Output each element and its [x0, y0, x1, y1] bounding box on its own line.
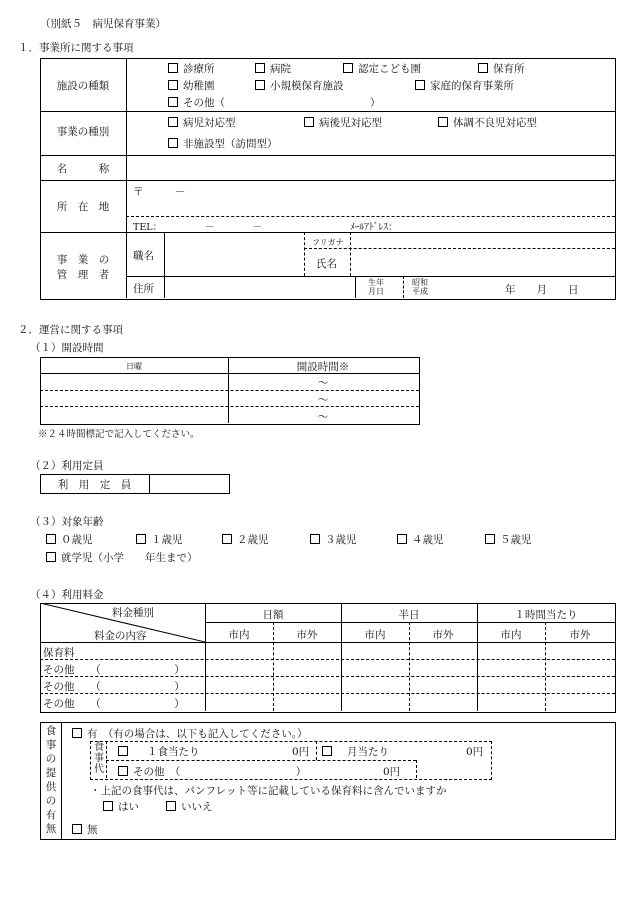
no-label: いいえ	[181, 801, 213, 813]
meal-question: ・上記の食事代は、パンフレット等に記載している保育料に含んでいますか	[90, 785, 447, 797]
age-checkbox[interactable]	[136, 534, 146, 544]
fee-row: その他 （ ）	[43, 681, 185, 693]
fee-type: 料金種別	[112, 607, 154, 619]
no-checkbox[interactable]	[166, 801, 176, 811]
facility-opt-kindergarten: 幼稚園	[183, 80, 215, 92]
meal-side-char: 提	[45, 767, 57, 779]
col-in: 市内	[500, 629, 522, 641]
furigana-label: フリガナ	[312, 238, 344, 247]
col-half: 半日	[398, 609, 420, 621]
per-meal-checkbox[interactable]	[118, 746, 128, 756]
age-heading: （３）対象年齢	[30, 516, 104, 528]
per-month-checkbox[interactable]	[322, 746, 332, 756]
business-opt-post: 病後児対応型	[319, 117, 382, 129]
age-school: 就学児（小学 年生まで）	[61, 552, 198, 564]
age-checkbox[interactable]	[310, 534, 320, 544]
col-out: 市外	[296, 629, 318, 641]
addr2-label: 住所	[133, 283, 154, 295]
age-2: ２歳児	[237, 534, 269, 546]
birth-label: 生年 月日	[368, 278, 384, 296]
age-3: ３歳児	[325, 534, 357, 546]
facility-opt-small: 小規模保育施設	[270, 80, 344, 92]
meal-side-char: 有	[45, 809, 57, 821]
facility-opt-hospital: 病院	[270, 63, 291, 75]
age-5: ５歳児	[500, 534, 532, 546]
facility-opt-home: 家庭的保育事業所	[430, 80, 514, 92]
meal-no-checkbox[interactable]	[72, 824, 82, 834]
facility-checkbox[interactable]	[168, 63, 178, 73]
facility-label: 施設の種類	[56, 80, 110, 92]
tel: TEL： － －	[133, 222, 262, 233]
business-opt-sick: 病児対応型	[183, 117, 236, 129]
capacity-label: 利 用 定 員	[57, 479, 132, 491]
doc-header: （別紙５ 病児保育事業）	[40, 18, 166, 30]
fee-content: 料金の内容	[94, 630, 147, 642]
business-checkbox[interactable]	[438, 117, 448, 127]
meal-side-char: 無	[45, 823, 57, 835]
col-out: 市外	[569, 629, 591, 641]
section2-title: ２．運営に関する事項	[18, 324, 123, 336]
section1-title: １．事業所に関する事項	[18, 42, 134, 54]
business-checkbox[interactable]	[168, 138, 178, 148]
col-out: 市外	[432, 629, 454, 641]
col-hourly: １時間当たり	[514, 609, 578, 621]
meal-side-char: の	[45, 795, 57, 807]
per-meal-value: 0円	[292, 746, 310, 758]
meal-other-value: 0円	[383, 766, 401, 778]
age-checkbox[interactable]	[485, 534, 495, 544]
facility-checkbox[interactable]	[168, 80, 178, 90]
name2-label: 氏名	[316, 258, 337, 270]
age-checkbox[interactable]	[46, 552, 56, 562]
tilde: ～	[317, 411, 329, 423]
facility-opt-clinic: 診療所	[183, 63, 215, 75]
meal-cost-char: 事	[94, 753, 104, 764]
meal-side-char: 食	[45, 725, 57, 737]
age-checkbox[interactable]	[46, 534, 56, 544]
per-month-value: 0円	[466, 746, 484, 758]
fee-row: その他 （ ）	[43, 698, 185, 710]
hours-heading: （１）開設時間	[30, 342, 104, 354]
yes-label: はい	[118, 801, 139, 813]
meal-yes-checkbox[interactable]	[72, 728, 82, 738]
facility-checkbox[interactable]	[343, 63, 353, 73]
per-month-label: 月当たり	[347, 746, 389, 758]
facility-checkbox[interactable]	[415, 80, 425, 90]
age-1: １歳児	[151, 534, 183, 546]
meal-other-label: その他 （ ）	[133, 766, 307, 778]
facility-checkbox[interactable]	[478, 63, 488, 73]
tilde: ～	[317, 377, 329, 389]
yes-checkbox[interactable]	[103, 801, 113, 811]
era-label: 昭和 平成	[412, 278, 428, 296]
col-daily: 日額	[262, 609, 284, 621]
col-in: 市内	[364, 629, 386, 641]
business-checkbox[interactable]	[304, 117, 314, 127]
business-opt-visit: 非施設型（訪問型）	[183, 138, 278, 150]
meal-cost-char: 食	[94, 742, 104, 753]
facility-checkbox[interactable]	[255, 80, 265, 90]
per-meal-label: １食当たり	[147, 746, 200, 758]
facility-checkbox[interactable]	[168, 97, 178, 107]
mail: ﾒｰﾙｱﾄﾞﾚｽ：	[350, 222, 398, 233]
meal-side-char: の	[45, 753, 57, 765]
fee-row: 保育料	[43, 647, 75, 659]
meal-side-char: 供	[45, 781, 57, 793]
fee-heading: （４）利用料金	[30, 589, 104, 601]
job-label: 職名	[133, 250, 154, 262]
meal-no-label: 無	[87, 824, 98, 836]
hours-note: ※２４時間標記で記入してください。	[38, 429, 200, 440]
business-opt-unwell: 体調不良児対応型	[453, 117, 537, 129]
facility-checkbox[interactable]	[255, 63, 265, 73]
age-4: ４歳児	[412, 534, 444, 546]
meal-other-checkbox[interactable]	[118, 766, 128, 776]
meal-yes-label: 有 （有の場合は、以下も記入してください。）	[87, 728, 308, 740]
meal-side-char: 事	[45, 739, 57, 751]
age-0: ０歳児	[61, 534, 93, 546]
facility-opt-other: その他（	[183, 97, 225, 109]
col-time: 開設時間※	[296, 361, 350, 373]
facility-other-close: ）	[370, 97, 381, 109]
capacity-heading: （２）利用定員	[30, 460, 104, 472]
facility-opt-kodomoen: 認定こども園	[358, 63, 421, 75]
fee-row: その他 （ ）	[43, 664, 185, 676]
name-label: 名 称	[56, 163, 110, 175]
business-checkbox[interactable]	[168, 117, 178, 127]
age-checkbox[interactable]	[397, 534, 407, 544]
col-day: 日曜	[126, 362, 142, 371]
address-label: 所 在 地	[56, 201, 110, 213]
age-checkbox[interactable]	[222, 534, 232, 544]
postal: 〒 －	[133, 186, 186, 198]
facility-opt-nursery: 保育所	[493, 63, 525, 75]
col-in: 市内	[228, 629, 250, 641]
meal-cost-char: 代	[94, 764, 104, 775]
ymd-label: 年 月 日	[505, 284, 579, 296]
tilde: ～	[317, 394, 329, 406]
manager-label: 事 業 の 管 理 者	[56, 254, 110, 281]
business-label: 事業の種別	[56, 126, 110, 138]
